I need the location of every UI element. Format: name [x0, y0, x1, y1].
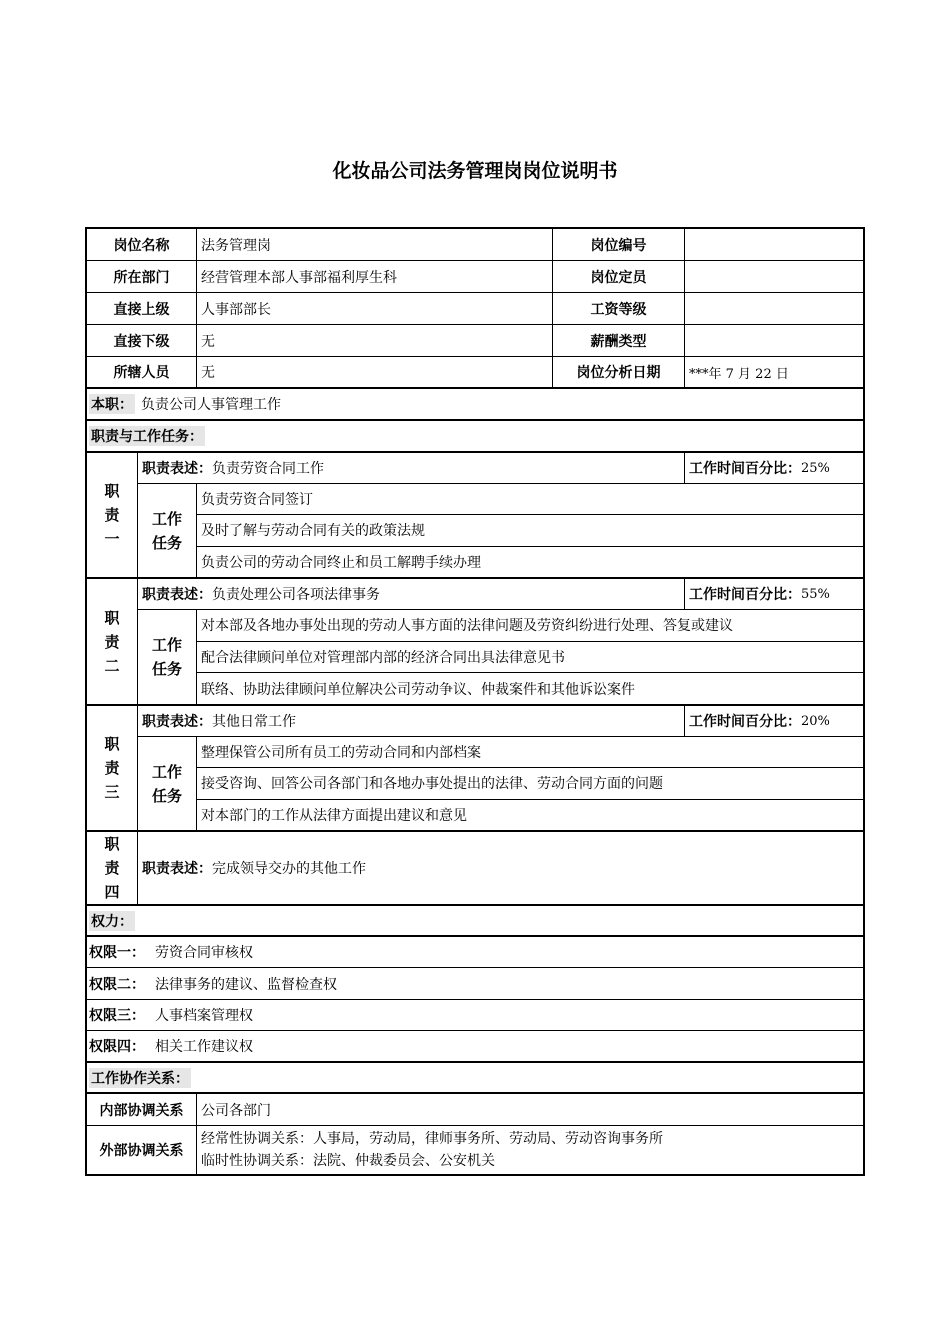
info-value: 法务管理岗 [197, 229, 553, 260]
power-row [87, 1031, 863, 1063]
desc-value: 负责劳资合同工作 [212, 461, 324, 477]
power-label: 权限三： [89, 1008, 145, 1024]
relation-label: 内部协调关系 [87, 1094, 197, 1125]
task-item: 负责劳资合同签订 [197, 484, 863, 515]
info-row [87, 229, 863, 261]
desc-value: 其他日常工作 [212, 714, 296, 730]
power-row [87, 1000, 863, 1031]
power-value: 人事档案管理权 [155, 1008, 253, 1024]
power-value: 劳资合同审核权 [155, 945, 253, 961]
task-item: 接受咨询、回答公司各部门和各地办事处提出的法律、劳动合同方面的问题 [197, 768, 863, 799]
info-value: 无 [197, 357, 553, 387]
info-label: 薪酬类型 [553, 325, 685, 356]
duty-block [87, 706, 863, 832]
power-label: 权限四： [89, 1039, 145, 1055]
relation-line: 临时性协调关系：法院、仲裁委员会、公安机关 [201, 1153, 495, 1169]
relation-label: 外部协调关系 [87, 1126, 197, 1174]
info-value [685, 261, 863, 292]
task-label: 工作 任务 [138, 484, 197, 577]
task-label: 工作 任务 [138, 737, 197, 830]
relation-line: 经常性协调关系：人事局，劳动局，律师事务所、劳动局、劳动咨询事务所 [201, 1131, 663, 1147]
pct-value: 55% [801, 586, 830, 602]
info-label: 岗位编号 [553, 229, 685, 260]
info-row [87, 261, 863, 293]
power-label: 权限二： [89, 976, 145, 993]
info-label: 工资等级 [553, 293, 685, 324]
pct-label: 工作时间百分比： [689, 461, 801, 477]
power-row [87, 937, 863, 968]
duty-value: 负责公司人事管理工作 [141, 397, 281, 413]
task-label: 工作 任务 [138, 610, 197, 704]
power-value: 法律事务的建议、监督检查权 [155, 976, 337, 993]
info-value: 经营管理本部人事部福利厚生科 [197, 261, 553, 292]
duty-row [87, 389, 863, 421]
info-label: 直接下级 [87, 325, 197, 356]
info-value [685, 293, 863, 324]
info-label: 直接上级 [87, 293, 197, 324]
pct-value: 20% [801, 713, 830, 729]
section-header [87, 421, 863, 453]
powers-header: 权力： [89, 911, 135, 931]
task-item: 对本部门的工作从法律方面提出建议和意见 [201, 807, 467, 824]
power-label: 权限一： [89, 945, 145, 961]
info-label: 岗位名称 [87, 229, 197, 260]
duty-label: 本职： [89, 394, 135, 414]
tasks-header: 职责与工作任务： [89, 426, 205, 446]
info-label: 岗位分析日期 [553, 357, 685, 387]
power-value: 相关工作建议权 [155, 1039, 253, 1055]
info-value: 人事部部长 [197, 293, 553, 324]
info-value: 无 [197, 325, 553, 356]
power-row [87, 968, 863, 1000]
duty-block [87, 453, 863, 579]
desc-label: 职责表述： [142, 461, 212, 477]
relations-header: 工作协作关系： [89, 1068, 191, 1088]
page-title: 化妆品公司法务管理岗岗位说明书 [332, 160, 618, 182]
desc-label: 职责表述： [142, 714, 212, 730]
duty-number: 职 责 四 [87, 832, 138, 904]
relation-row [87, 1094, 863, 1126]
duty-desc-row [138, 453, 863, 484]
desc-label: 职责表述： [142, 587, 212, 603]
info-label: 所在部门 [87, 261, 197, 292]
task-item: 及时了解与劳动合同有关的政策法规 [197, 515, 863, 546]
desc-value: 完成领导交办的其他工作 [212, 861, 366, 877]
job-description-table [85, 227, 865, 1176]
info-value [685, 229, 863, 260]
desc-label: 职责表述： [142, 861, 212, 877]
info-label: 岗位定员 [553, 261, 685, 292]
analysis-date: ***年 7 月 22 日 [689, 366, 789, 382]
duty-number: 职 责 一 [87, 453, 138, 577]
duty-number: 职 责 二 [87, 579, 138, 704]
desc-value: 负责处理公司各项法律事务 [212, 587, 380, 603]
info-value [685, 325, 863, 356]
section-header [87, 906, 863, 937]
task-item: 对本部及各地办事处出现的劳动人事方面的法律问题及劳资纠纷进行处理、答复或建议 [197, 610, 863, 642]
pct-value: 25% [801, 460, 830, 476]
task-item: 配合法律顾问单位对管理部内部的经济合同出具法律意见书 [197, 642, 863, 674]
section-header [87, 1063, 863, 1094]
pct-label: 工作时间百分比： [689, 587, 801, 603]
relation-row [87, 1126, 863, 1176]
task-item: 联络、协助法律顾问单位解决公司劳动争议、仲裁案件和其他诉讼案件 [201, 681, 635, 698]
info-row [87, 357, 863, 389]
duty-desc-row [138, 579, 863, 610]
duty-block [87, 832, 863, 906]
duty-block [87, 579, 863, 706]
relation-value: 公司各部门 [201, 1102, 271, 1119]
info-row [87, 293, 863, 325]
pct-label: 工作时间百分比： [689, 714, 801, 730]
info-label: 所辖人员 [87, 357, 197, 387]
duty-desc-row [138, 706, 863, 737]
duty-number: 职 责 三 [87, 706, 138, 830]
info-row [87, 325, 863, 357]
task-item: 整理保管公司所有员工的劳动合同和内部档案 [197, 737, 863, 768]
task-item: 负责公司的劳动合同终止和员工解聘手续办理 [201, 554, 481, 571]
